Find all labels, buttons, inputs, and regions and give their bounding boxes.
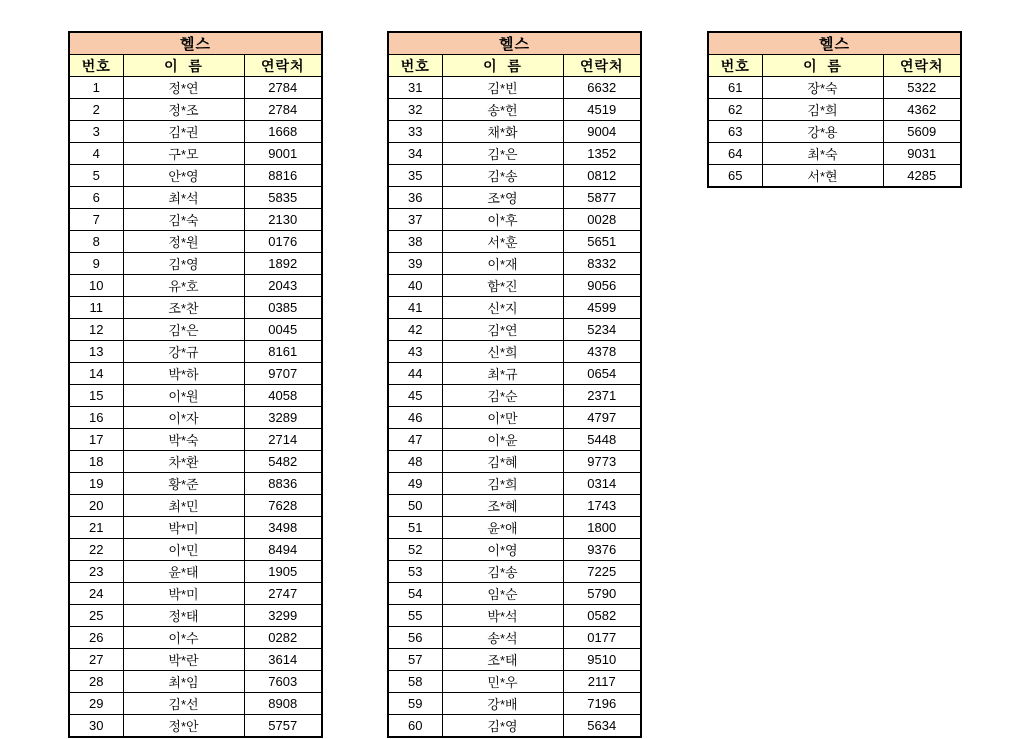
row-number-cell: 30 [69, 715, 123, 738]
name-cell: 이*윤 [442, 429, 563, 451]
table-row [388, 121, 641, 143]
contact-cell: 0385 [244, 297, 322, 319]
row-number-cell: 50 [388, 495, 442, 517]
contact-cell: 9031 [883, 143, 961, 165]
row-number-cell: 7 [69, 209, 123, 231]
name-cell: 함*진 [442, 275, 563, 297]
name-cell: 임*순 [442, 583, 563, 605]
row-number-cell: 5 [69, 165, 123, 187]
contact-cell: 1668 [244, 121, 322, 143]
row-number-cell: 21 [69, 517, 123, 539]
row-number-cell: 47 [388, 429, 442, 451]
name-cell: 구*모 [123, 143, 244, 165]
member-table-1 [68, 31, 323, 738]
name-cell: 최*임 [123, 671, 244, 693]
contact-cell: 0045 [244, 319, 322, 341]
name-cell: 이*자 [123, 407, 244, 429]
table-row [388, 539, 641, 561]
table-row [69, 99, 322, 121]
contact-cell: 0812 [563, 165, 641, 187]
table-row [69, 649, 322, 671]
contact-cell: 5877 [563, 187, 641, 209]
contact-cell: 4378 [563, 341, 641, 363]
row-number-cell: 59 [388, 693, 442, 715]
name-cell: 김*은 [123, 319, 244, 341]
name-cell: 황*준 [123, 473, 244, 495]
row-number-cell: 64 [708, 143, 762, 165]
name-cell: 강*배 [442, 693, 563, 715]
table-row [69, 121, 322, 143]
contact-cell: 9773 [563, 451, 641, 473]
table-title: 헬스 [69, 32, 322, 55]
table-row [69, 429, 322, 451]
name-cell: 이*원 [123, 385, 244, 407]
row-number-cell: 17 [69, 429, 123, 451]
contact-cell: 5234 [563, 319, 641, 341]
name-cell: 김*선 [123, 693, 244, 715]
table-row [388, 429, 641, 451]
table-row [69, 187, 322, 209]
name-cell: 정*연 [123, 77, 244, 99]
table-row [69, 517, 322, 539]
row-number-cell: 11 [69, 297, 123, 319]
table-row [69, 715, 322, 738]
contact-cell: 0176 [244, 231, 322, 253]
title-row [708, 32, 961, 55]
contact-cell: 5790 [563, 583, 641, 605]
contact-cell: 9004 [563, 121, 641, 143]
contact-cell: 4285 [883, 165, 961, 188]
column-header-name: 이 름 [442, 55, 563, 77]
table-row [708, 77, 961, 99]
contact-cell: 0314 [563, 473, 641, 495]
name-cell: 김*빈 [442, 77, 563, 99]
contact-cell: 1352 [563, 143, 641, 165]
table-row [388, 77, 641, 99]
table-row [388, 407, 641, 429]
table-row [388, 495, 641, 517]
name-cell: 박*미 [123, 583, 244, 605]
name-cell: 이*영 [442, 539, 563, 561]
contact-cell: 2784 [244, 77, 322, 99]
contact-cell: 7628 [244, 495, 322, 517]
contact-cell: 2784 [244, 99, 322, 121]
table-row [69, 297, 322, 319]
table-title: 헬스 [388, 32, 641, 55]
name-cell: 김*송 [442, 561, 563, 583]
name-cell: 신*희 [442, 341, 563, 363]
contact-cell: 8332 [563, 253, 641, 275]
row-number-cell: 39 [388, 253, 442, 275]
table-row [388, 319, 641, 341]
row-number-cell: 26 [69, 627, 123, 649]
table-row [388, 561, 641, 583]
contact-cell: 2117 [563, 671, 641, 693]
name-cell: 송*헌 [442, 99, 563, 121]
row-number-cell: 34 [388, 143, 442, 165]
column-header-contact: 연락처 [244, 55, 322, 77]
contact-cell: 6632 [563, 77, 641, 99]
row-number-cell: 27 [69, 649, 123, 671]
contact-cell: 8908 [244, 693, 322, 715]
contact-cell: 2714 [244, 429, 322, 451]
contact-cell: 0654 [563, 363, 641, 385]
column-header-name: 이 름 [762, 55, 883, 77]
name-cell: 조*영 [442, 187, 563, 209]
title-row [388, 32, 641, 55]
name-cell: 최*숙 [762, 143, 883, 165]
table-row [388, 253, 641, 275]
row-number-cell: 57 [388, 649, 442, 671]
table-row [69, 77, 322, 99]
member-table-2 [387, 31, 642, 738]
table-row [69, 253, 322, 275]
name-cell: 최*민 [123, 495, 244, 517]
table-row [69, 385, 322, 407]
table-row [388, 165, 641, 187]
contact-cell: 9001 [244, 143, 322, 165]
table-row [69, 627, 322, 649]
table-row [388, 473, 641, 495]
row-number-cell: 8 [69, 231, 123, 253]
column-header-contact: 연락처 [883, 55, 961, 77]
contact-cell: 3498 [244, 517, 322, 539]
row-number-cell: 49 [388, 473, 442, 495]
contact-cell: 5757 [244, 715, 322, 738]
table-row [69, 407, 322, 429]
row-number-cell: 1 [69, 77, 123, 99]
contact-cell: 0582 [563, 605, 641, 627]
column-header-contact: 연락처 [563, 55, 641, 77]
name-cell: 조*혜 [442, 495, 563, 517]
name-cell: 김*순 [442, 385, 563, 407]
name-cell: 이*후 [442, 209, 563, 231]
contact-cell: 7603 [244, 671, 322, 693]
row-number-cell: 18 [69, 451, 123, 473]
row-number-cell: 40 [388, 275, 442, 297]
row-number-cell: 62 [708, 99, 762, 121]
row-number-cell: 54 [388, 583, 442, 605]
row-number-cell: 42 [388, 319, 442, 341]
contact-cell: 5634 [563, 715, 641, 738]
name-cell: 김*희 [762, 99, 883, 121]
name-cell: 서*현 [762, 165, 883, 188]
row-number-cell: 24 [69, 583, 123, 605]
name-cell: 정*원 [123, 231, 244, 253]
table-row [388, 649, 641, 671]
row-number-cell: 53 [388, 561, 442, 583]
row-number-cell: 41 [388, 297, 442, 319]
row-number-cell: 33 [388, 121, 442, 143]
table-row [69, 561, 322, 583]
table-row [388, 583, 641, 605]
row-number-cell: 56 [388, 627, 442, 649]
contact-cell: 0177 [563, 627, 641, 649]
name-cell: 채*화 [442, 121, 563, 143]
table-row [388, 275, 641, 297]
row-number-cell: 51 [388, 517, 442, 539]
name-cell: 박*미 [123, 517, 244, 539]
column-header-number: 번호 [388, 55, 442, 77]
name-cell: 강*규 [123, 341, 244, 363]
contact-cell: 3289 [244, 407, 322, 429]
name-cell: 이*재 [442, 253, 563, 275]
row-number-cell: 13 [69, 341, 123, 363]
table-row [388, 715, 641, 738]
table-row [708, 143, 961, 165]
table-row [388, 627, 641, 649]
name-cell: 이*민 [123, 539, 244, 561]
contact-cell: 5835 [244, 187, 322, 209]
name-cell: 박*란 [123, 649, 244, 671]
table-row [388, 297, 641, 319]
name-cell: 최*규 [442, 363, 563, 385]
row-number-cell: 16 [69, 407, 123, 429]
contact-cell: 4058 [244, 385, 322, 407]
table-title: 헬스 [708, 32, 961, 55]
contact-cell: 9056 [563, 275, 641, 297]
table-row [69, 165, 322, 187]
row-number-cell: 22 [69, 539, 123, 561]
name-cell: 민*우 [442, 671, 563, 693]
name-cell: 김*영 [123, 253, 244, 275]
title-row [69, 32, 322, 55]
table-row [69, 341, 322, 363]
row-number-cell: 38 [388, 231, 442, 253]
name-cell: 김*권 [123, 121, 244, 143]
name-cell: 신*지 [442, 297, 563, 319]
table-row [388, 517, 641, 539]
table-row [708, 99, 961, 121]
header-row [708, 55, 961, 77]
table-row [388, 209, 641, 231]
contact-cell: 5448 [563, 429, 641, 451]
contact-cell: 5609 [883, 121, 961, 143]
table-row [388, 341, 641, 363]
table-row [69, 671, 322, 693]
table-row [388, 231, 641, 253]
row-number-cell: 10 [69, 275, 123, 297]
name-cell: 김*연 [442, 319, 563, 341]
name-cell: 이*만 [442, 407, 563, 429]
name-cell: 박*하 [123, 363, 244, 385]
table-row [69, 473, 322, 495]
column-header-number: 번호 [69, 55, 123, 77]
name-cell: 김*혜 [442, 451, 563, 473]
name-cell: 김*숙 [123, 209, 244, 231]
contact-cell: 5651 [563, 231, 641, 253]
contact-cell: 2130 [244, 209, 322, 231]
table-row [708, 165, 961, 188]
table-row [388, 385, 641, 407]
name-cell: 김*희 [442, 473, 563, 495]
table-row [69, 319, 322, 341]
name-cell: 강*용 [762, 121, 883, 143]
row-number-cell: 15 [69, 385, 123, 407]
table-row [69, 495, 322, 517]
name-cell: 김*영 [442, 715, 563, 738]
column-header-number: 번호 [708, 55, 762, 77]
table-row [69, 583, 322, 605]
table-row [69, 693, 322, 715]
name-cell: 박*석 [442, 605, 563, 627]
header-row [69, 55, 322, 77]
row-number-cell: 29 [69, 693, 123, 715]
contact-cell: 7225 [563, 561, 641, 583]
row-number-cell: 20 [69, 495, 123, 517]
row-number-cell: 6 [69, 187, 123, 209]
contact-cell: 8494 [244, 539, 322, 561]
contact-cell: 2371 [563, 385, 641, 407]
contact-cell: 8161 [244, 341, 322, 363]
name-cell: 윤*태 [123, 561, 244, 583]
table-row [69, 539, 322, 561]
table-row [388, 363, 641, 385]
table-row [388, 671, 641, 693]
contact-cell: 3299 [244, 605, 322, 627]
contact-cell: 7196 [563, 693, 641, 715]
name-cell: 정*안 [123, 715, 244, 738]
table-row [69, 363, 322, 385]
contact-cell: 9510 [563, 649, 641, 671]
row-number-cell: 60 [388, 715, 442, 738]
table-row [69, 231, 322, 253]
name-cell: 서*훈 [442, 231, 563, 253]
table-row [388, 143, 641, 165]
header-row [388, 55, 641, 77]
contact-cell: 5482 [244, 451, 322, 473]
name-cell: 정*조 [123, 99, 244, 121]
row-number-cell: 63 [708, 121, 762, 143]
table-row [69, 451, 322, 473]
row-number-cell: 43 [388, 341, 442, 363]
name-cell: 조*태 [442, 649, 563, 671]
table-row [69, 143, 322, 165]
contact-cell: 1743 [563, 495, 641, 517]
name-cell: 유*호 [123, 275, 244, 297]
contact-cell: 9376 [563, 539, 641, 561]
table-row [388, 693, 641, 715]
row-number-cell: 44 [388, 363, 442, 385]
row-number-cell: 45 [388, 385, 442, 407]
row-number-cell: 37 [388, 209, 442, 231]
row-number-cell: 61 [708, 77, 762, 99]
name-cell: 이*수 [123, 627, 244, 649]
contact-cell: 4519 [563, 99, 641, 121]
column-header-name: 이 름 [123, 55, 244, 77]
table-row [388, 99, 641, 121]
table-row [69, 209, 322, 231]
name-cell: 장*숙 [762, 77, 883, 99]
name-cell: 차*환 [123, 451, 244, 473]
row-number-cell: 65 [708, 165, 762, 188]
contact-cell: 1905 [244, 561, 322, 583]
table-row [388, 187, 641, 209]
name-cell: 송*석 [442, 627, 563, 649]
row-number-cell: 48 [388, 451, 442, 473]
table-row [388, 451, 641, 473]
row-number-cell: 2 [69, 99, 123, 121]
table-row [69, 275, 322, 297]
row-number-cell: 58 [388, 671, 442, 693]
row-number-cell: 3 [69, 121, 123, 143]
row-number-cell: 12 [69, 319, 123, 341]
contact-cell: 2747 [244, 583, 322, 605]
row-number-cell: 55 [388, 605, 442, 627]
contact-cell: 2043 [244, 275, 322, 297]
contact-cell: 1800 [563, 517, 641, 539]
row-number-cell: 52 [388, 539, 442, 561]
row-number-cell: 36 [388, 187, 442, 209]
name-cell: 김*은 [442, 143, 563, 165]
row-number-cell: 28 [69, 671, 123, 693]
contact-cell: 4797 [563, 407, 641, 429]
contact-cell: 0028 [563, 209, 641, 231]
row-number-cell: 23 [69, 561, 123, 583]
row-number-cell: 31 [388, 77, 442, 99]
contact-cell: 9707 [244, 363, 322, 385]
table-row [69, 605, 322, 627]
contact-cell: 0282 [244, 627, 322, 649]
row-number-cell: 19 [69, 473, 123, 495]
name-cell: 최*석 [123, 187, 244, 209]
name-cell: 윤*애 [442, 517, 563, 539]
contact-cell: 5322 [883, 77, 961, 99]
contact-cell: 3614 [244, 649, 322, 671]
name-cell: 안*영 [123, 165, 244, 187]
row-number-cell: 35 [388, 165, 442, 187]
row-number-cell: 25 [69, 605, 123, 627]
row-number-cell: 46 [388, 407, 442, 429]
contact-cell: 8816 [244, 165, 322, 187]
contact-cell: 8836 [244, 473, 322, 495]
contact-cell: 1892 [244, 253, 322, 275]
table-row [708, 121, 961, 143]
name-cell: 박*숙 [123, 429, 244, 451]
row-number-cell: 14 [69, 363, 123, 385]
name-cell: 정*태 [123, 605, 244, 627]
member-table-3 [707, 31, 962, 188]
row-number-cell: 9 [69, 253, 123, 275]
name-cell: 김*송 [442, 165, 563, 187]
row-number-cell: 32 [388, 99, 442, 121]
table-row [388, 605, 641, 627]
contact-cell: 4599 [563, 297, 641, 319]
contact-cell: 4362 [883, 99, 961, 121]
name-cell: 조*찬 [123, 297, 244, 319]
row-number-cell: 4 [69, 143, 123, 165]
